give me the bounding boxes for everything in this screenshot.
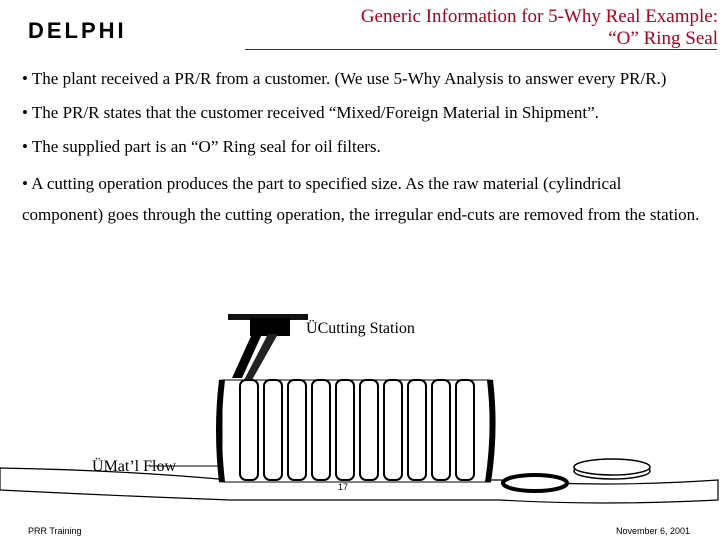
raw-material-cylinder <box>219 380 493 482</box>
bullet-item: • A cutting operation produces the part to specified size. As the raw material (cylindrical component) goes through the cutting operation, the irregular end-cuts are removed from the station. <box>22 174 700 224</box>
footer-date: November 6, 2001 <box>615 526 690 536</box>
logo-text: DELPHI <box>28 18 127 43</box>
cutting-station-label: ÜCutting Station <box>306 320 415 337</box>
arrow-icon: Ü <box>306 320 318 337</box>
bullet-item: • The supplied part is an “O” Ring seal for oil filters. <box>22 137 381 156</box>
bullet-item: • The PR/R states that the customer received “Mixed/Foreign Material in Shipment”. <box>22 103 599 122</box>
page-number: 17 <box>338 482 349 492</box>
arrow-icon: Ü <box>92 458 104 475</box>
bullet-item: • The plant received a PR/R from a customer. (We use 5-Why Analysis to answer every PR/R.) <box>22 69 667 88</box>
bullet-list <box>22 66 702 239</box>
slide-title <box>248 6 718 50</box>
title-line-2: “O” Ring Seal <box>608 28 718 49</box>
title-underline <box>245 49 717 50</box>
footer-left: PRR Training <box>28 526 82 536</box>
cutting-station <box>228 314 308 380</box>
title-line-1: Generic Information for 5-Why Real Example: <box>360 6 718 27</box>
delphi-logo <box>28 18 160 44</box>
material-flow-label: ÜMat’l Flow <box>92 458 177 475</box>
